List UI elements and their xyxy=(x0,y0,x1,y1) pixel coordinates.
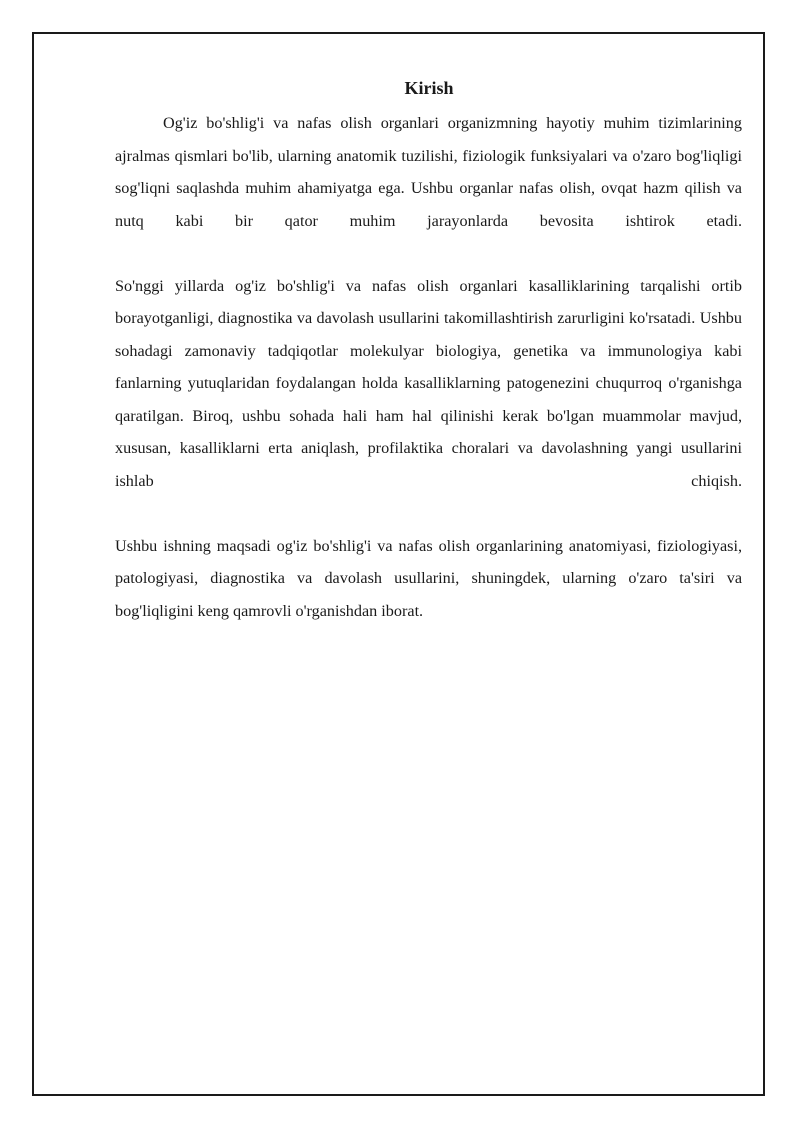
paragraph-goal: Ushbu ishning maqsadi og'iz bo'shlig'i va nafas olish organlarining anatomiyasi, fiziologiyasi, patologiyasi, diagnostika va davolash usullarini, shuningdek, ularning o'zaro ta'siri va bog'liqligini keng qamrovli o'rganishdan iborat. xyxy=(115,536,742,620)
paragraph-research: So'nggi yillarda og'iz bo'shlig'i va nafas olish organlari kasalliklarining tarqalishi ortib borayotganligi, diagnostika va davolash usullarini takomillashtirish zarurligini ko'rsatadi. Ushbu sohadagi zamonaviy tadqiqotlar molekulyar biologiya, genetika va immunologiya kabi fanlarning yutuqlaridan foydalangan holda kasalliklarning patogenezini chuqurroq o'rganishga qaratilgan. Biroq, ushbu sohada hali ham hal qilinishi kerak bo'lgan muammolar mavjud, xususan, kasalliklarni erta aniqlash, profilaktika choralari va davolashning yangi usullarini ishlab chiqish. xyxy=(115,276,742,490)
page-title: Kirish xyxy=(404,78,454,98)
paragraph-spacer xyxy=(115,237,742,270)
document-body xyxy=(115,107,742,627)
paragraph-spacer xyxy=(115,497,742,530)
paragraph-intro: Og'iz bo'shlig'i va nafas olish organlari organizmning hayotiy muhim tizimlarining ajralmas qismlari bo'lib, ularning anatomik tuzilishi, fiziologik funksiyalari va o'zaro bog'liqligi sog'liqni saqlashda muhim ahamiyatga ega. Ushbu organlar nafas olish, ovqat hazm qilish va nutq kabi bir qator muhim jarayonlarda bevosita ishtirok etadi. xyxy=(115,114,742,230)
